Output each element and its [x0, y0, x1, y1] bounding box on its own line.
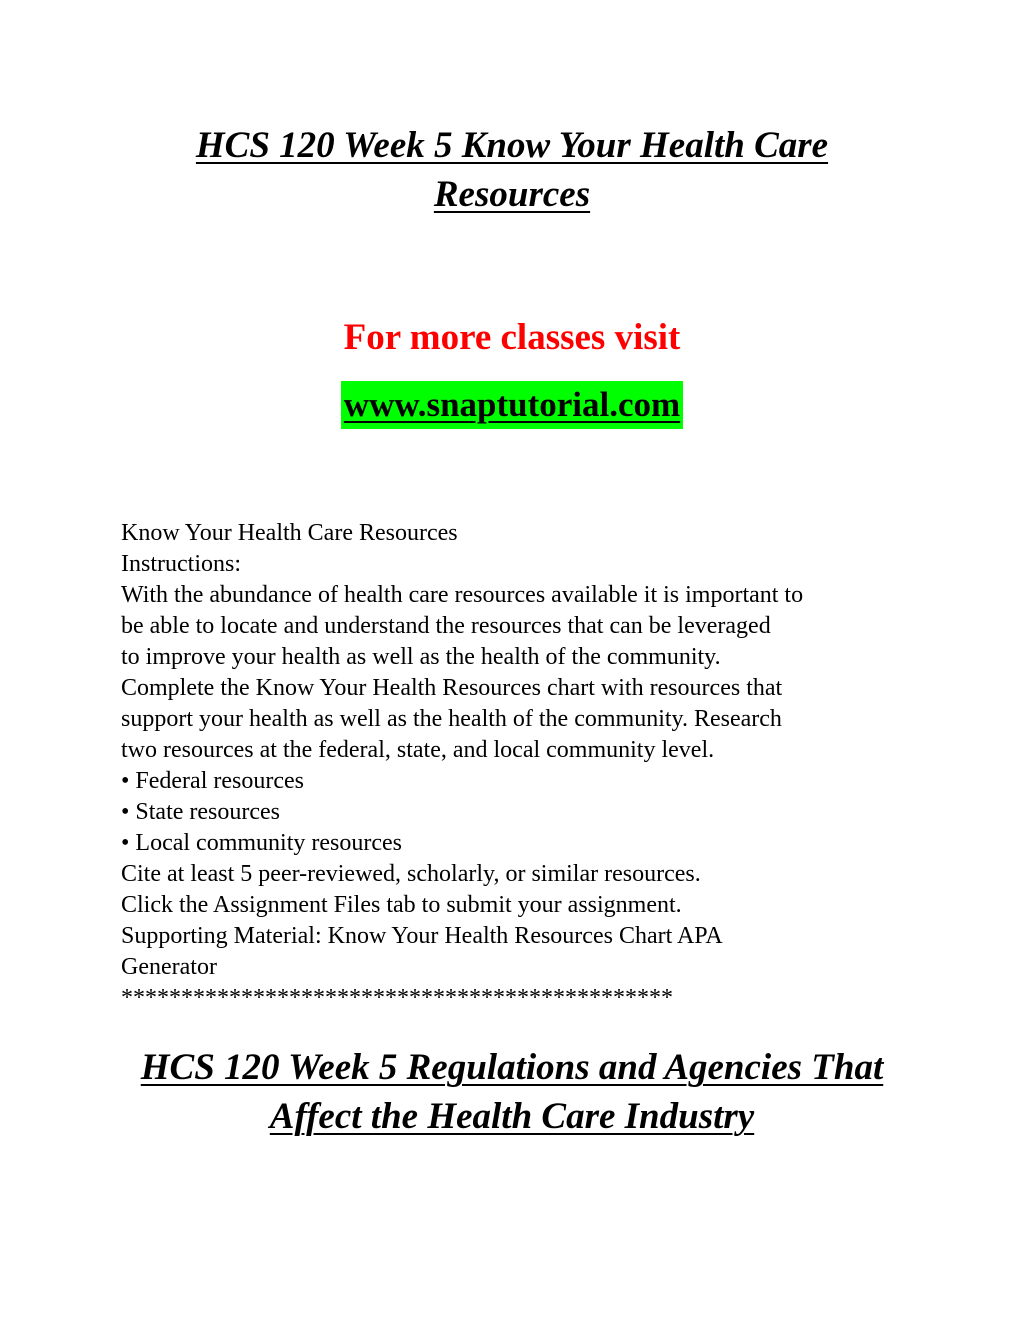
description-line: to improve your health as well as the health of the community.	[121, 644, 721, 670]
next-section-title-line-1: HCS 120 Week 5 Regulations and Agencies That	[140, 1047, 884, 1088]
bullet-item-federal: • Federal resources	[121, 768, 304, 794]
description-line: Click the Assignment Files tab to submit your assignment.	[121, 892, 682, 918]
snaptutorial-link[interactable]: www.snaptutorial.com	[341, 381, 683, 429]
page-title-line-2: Resources	[433, 174, 591, 215]
description-line: support your health as well as the health of the community. Research	[121, 706, 782, 732]
next-section-title-line-2: Affect the Health Care Industry	[269, 1096, 755, 1137]
description-title: Know Your Health Care Resources	[121, 520, 458, 546]
description-line: be able to locate and understand the resources that can be leveraged	[121, 613, 771, 639]
instructions-label: Instructions:	[121, 551, 241, 577]
page-title-line-1: HCS 120 Week 5 Know Your Health Care	[195, 125, 829, 166]
bullet-item-state: • State resources	[121, 799, 281, 825]
description-line: Supporting Material: Know Your Health Resources Chart APA	[121, 923, 723, 949]
description-line: Cite at least 5 peer-reviewed, scholarly, or similar resources.	[121, 861, 701, 887]
assignment-description	[121, 518, 911, 1014]
description-line: two resources at the federal, state, and local community level.	[121, 737, 715, 763]
page-title	[100, 121, 924, 219]
next-section-title	[80, 1043, 944, 1141]
bullet-item-local: • Local community resources	[121, 830, 402, 856]
description-line: Generator	[121, 954, 217, 980]
description-line: With the abundance of health care resources available it is important to	[121, 582, 804, 608]
asterisk-divider: **********************************************	[121, 985, 673, 1011]
promo-text: For more classes visit	[343, 317, 681, 358]
description-line: Complete the Know Your Health Resources chart with resources that	[121, 675, 783, 701]
promo-link-container	[0, 381, 1024, 429]
